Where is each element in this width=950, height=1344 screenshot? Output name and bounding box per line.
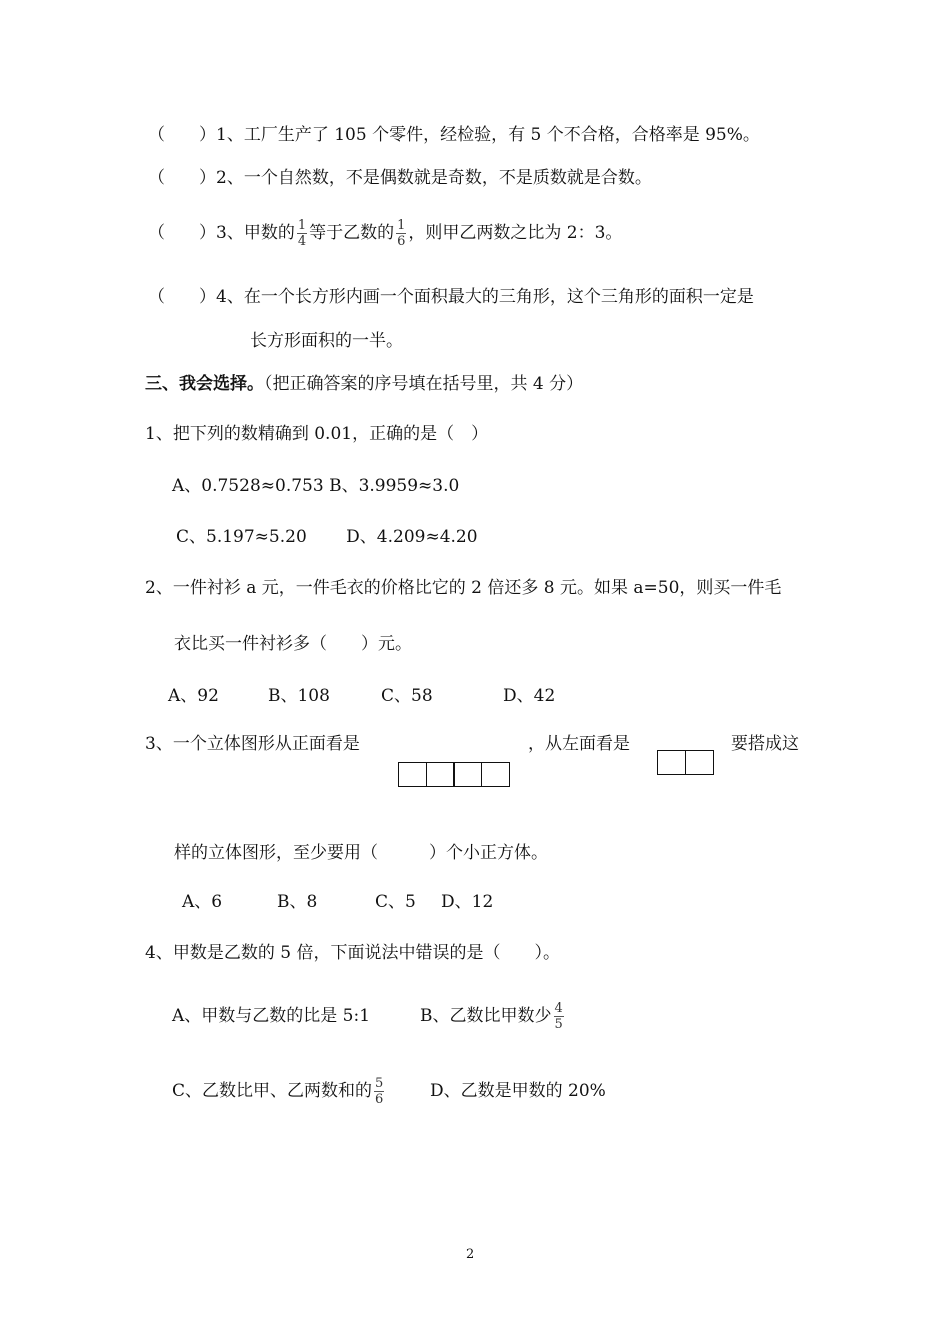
mc-q2-option-a[interactable]: A、92 [168, 686, 219, 706]
question-text: ，则甲乙两数之比为 2：3。 [408, 223, 623, 243]
answer-blank[interactable]: （ ） [148, 125, 216, 145]
fraction-numerator: 1 [397, 218, 406, 233]
fraction-denominator: 4 [297, 234, 307, 249]
mc-q1-options-row1: A、0.7528≈0.753 B、3.9959≈3.0 [172, 476, 460, 496]
mc-q3-option-a[interactable]: A、6 [182, 892, 223, 912]
fraction [297, 218, 307, 249]
fraction-numerator: 4 [554, 1001, 563, 1016]
question-text: 4、在一个长方形内画一个面积最大的三角形，这个三角形的面积一定是 [216, 287, 754, 307]
mc-q4-option-b[interactable] [420, 999, 566, 1033]
left-view-figure [657, 750, 714, 775]
fraction-denominator: 6 [375, 1092, 384, 1107]
cube-square [481, 762, 510, 787]
mc-q3-part1: 3、一个立体图形从正面看是 [145, 734, 360, 754]
mc-q1-options-row2: C、5.197≈5.20 D、4.209≈4.20 [176, 527, 478, 547]
mc-q3-part2: ，从左面看是 [528, 734, 630, 754]
mc-q3-continuation: 样的立体图形，至少要用（ ）个小正方体。 [174, 843, 548, 863]
section-heading [145, 372, 583, 396]
judge-q3 [148, 216, 622, 250]
section-instruction: （把正确答案的序号填在括号里，共 4 分） [264, 374, 584, 394]
cube-square [398, 762, 427, 787]
question-text: 等于乙数的 [309, 223, 395, 243]
cube-square [657, 750, 686, 775]
fraction [374, 1076, 384, 1107]
cube-square [426, 762, 455, 787]
cube-square [685, 750, 714, 775]
fraction [554, 1001, 564, 1032]
fraction-denominator: 5 [554, 1017, 563, 1032]
judge-q4-continuation: 长方形面积的一半。 [250, 331, 403, 351]
section-title: 三、我会选择。 [145, 374, 264, 394]
mc-q4-option-c[interactable] [172, 1074, 386, 1108]
judge-q1 [148, 123, 760, 147]
fraction-denominator: 6 [397, 234, 406, 249]
mc-q2-option-d[interactable]: D、42 [503, 686, 556, 706]
mc-q3-option-b[interactable]: B、8 [277, 892, 318, 912]
mc-q2-option-c[interactable]: C、58 [381, 686, 433, 706]
mc-q3-option-d[interactable]: D、12 [441, 892, 494, 912]
front-view-figure [398, 762, 510, 787]
mc-q3-option-c[interactable]: C、5 [375, 892, 416, 912]
judge-q2 [148, 166, 652, 190]
answer-blank[interactable]: （ ） [148, 168, 216, 188]
mc-q2-text: 2、一件衬衫 a 元，一件毛衣的价格比它的 2 倍还多 8 元。如果 a=50，则买一件毛 [145, 578, 782, 598]
page-number: 2 [466, 1247, 475, 1262]
question-text: 1、工厂生产了 105 个零件，经检验，有 5 个不合格，合格率是 95%。 [216, 125, 760, 145]
question-text: 3、甲数的 [216, 223, 295, 243]
option-text: C、乙数比甲、乙两数和的 [172, 1081, 373, 1101]
mc-q4-text: 4、甲数是乙数的 5 倍，下面说法中错误的是（ ）。 [145, 943, 560, 963]
judge-q4 [148, 285, 754, 309]
mc-q4-option-d[interactable]: D、乙数是甲数的 20% [430, 1081, 606, 1101]
answer-blank[interactable]: （ ） [148, 287, 216, 307]
answer-blank[interactable]: （ ） [148, 223, 216, 243]
mc-q3-part3: 要搭成这 [731, 734, 799, 754]
mc-q1-text: 1、把下列的数精确到 0.01，正确的是（ ） [145, 424, 489, 444]
question-text: 2、一个自然数，不是偶数就是奇数，不是质数就是合数。 [216, 168, 652, 188]
mc-q2-continuation: 衣比买一件衬衫多（ ）元。 [174, 634, 412, 654]
mc-q2-option-b[interactable]: B、108 [268, 686, 330, 706]
cube-square [453, 762, 482, 787]
fraction-numerator: 5 [375, 1076, 384, 1091]
fraction-numerator: 1 [297, 218, 307, 233]
mc-q4-option-a[interactable]: A、甲数与乙数的比是 5:1 [172, 1006, 371, 1026]
fraction [396, 218, 406, 249]
option-text: B、乙数比甲数少 [420, 1006, 552, 1026]
